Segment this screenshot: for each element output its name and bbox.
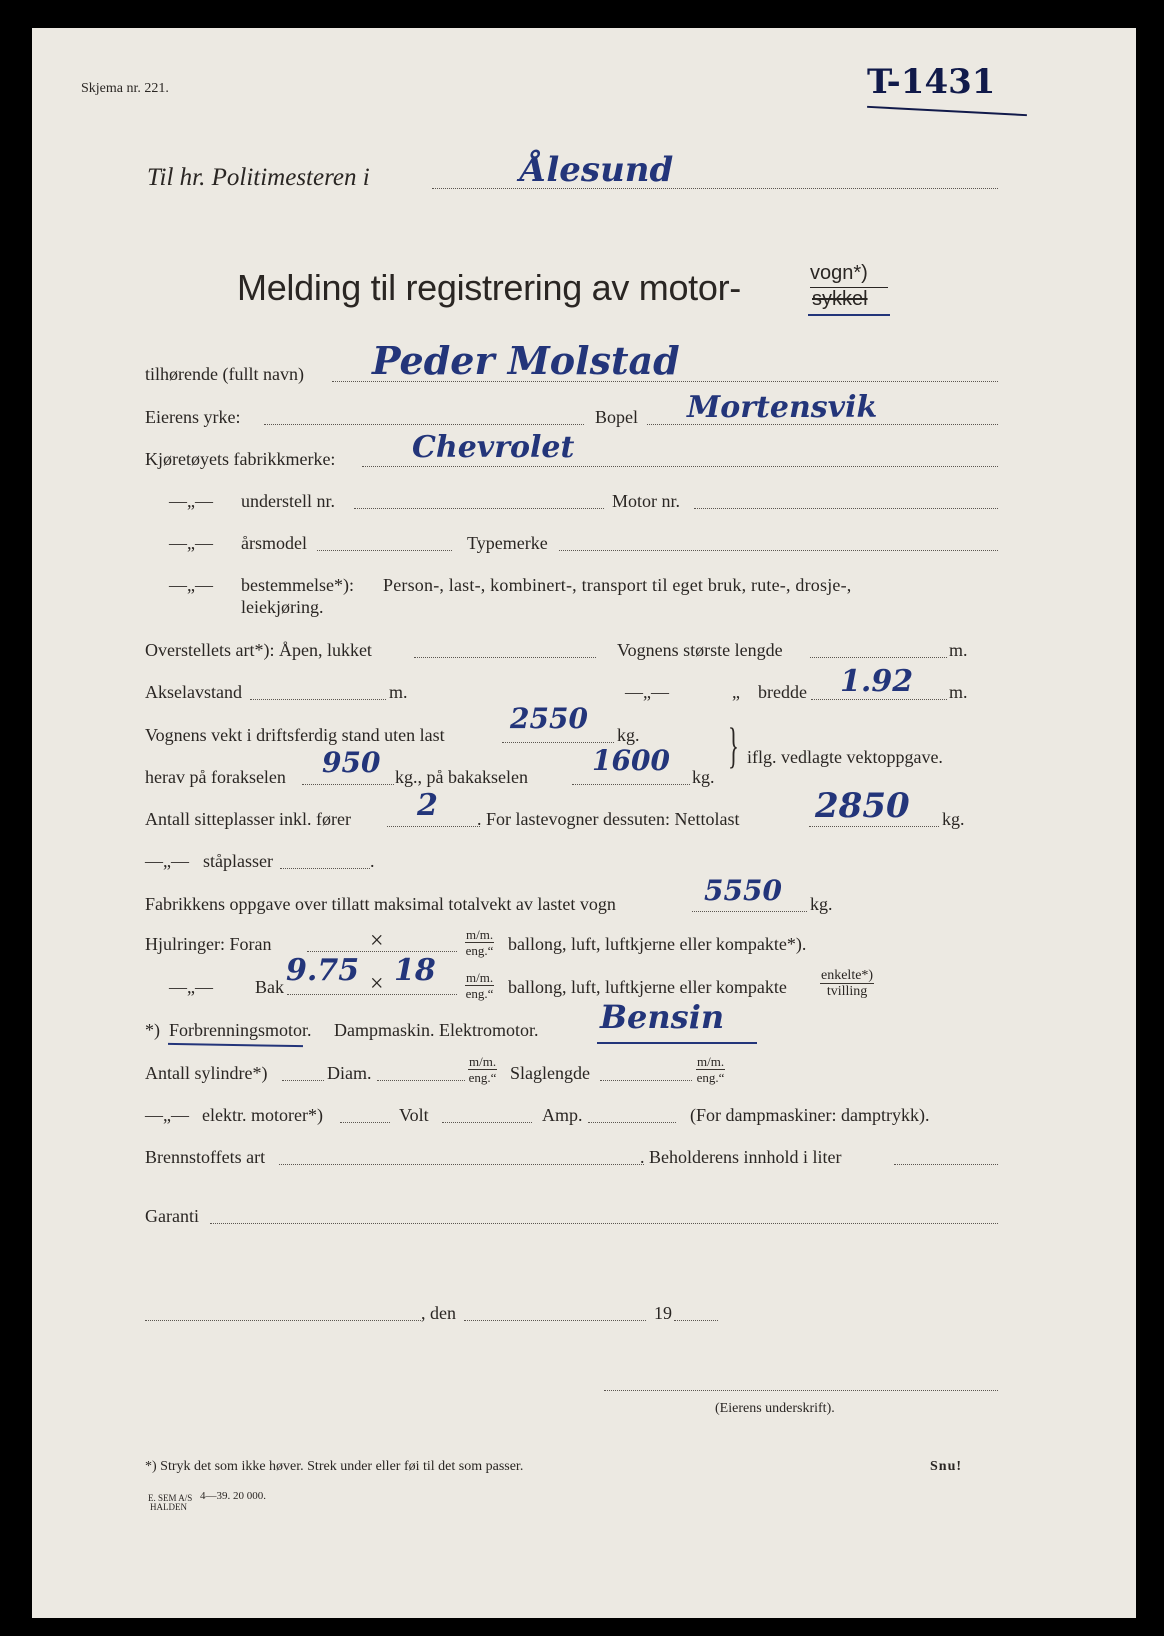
diam-label: Diam. [327,1063,372,1083]
rear-axle-line [572,784,690,785]
cargo-value: 2850 [815,786,910,826]
seats-value: 2 [417,788,438,823]
diam-line [377,1080,465,1081]
tires-mounting: enkelte*) tvilling [821,968,874,999]
make-line [362,466,998,467]
quote-mark: „ [732,682,740,702]
fuel-line [279,1164,644,1165]
length-label: Vognens største lengde [617,640,783,660]
form-page [32,28,1136,1618]
body-label: Overstellets art*): Åpen, lukket [145,640,372,660]
engine-no-label: Motor nr. [612,491,681,511]
cargo-unit: kg. [942,809,965,829]
width-unit: m. [949,682,968,702]
rear-axle-label: kg., på bakakselen [395,767,528,787]
printer-name: E. SEM A/S [148,1493,193,1503]
tires-rear-times: × [370,971,384,997]
ditto-1: —„— [169,491,213,511]
cylinders-label: Antall sylindre*) [145,1063,268,1083]
tires-rear-types: ballong, luft, luftkjerne eller kompakte [508,977,787,997]
front-axle-value: 950 [322,746,381,779]
ditto-6: —„— [169,977,213,997]
tank-line [894,1164,998,1165]
schema-number: Skjema nr. 221. [81,81,169,96]
volt-line [442,1122,532,1123]
max-weight-line [692,911,807,912]
weight-bracket: } [728,717,739,773]
engine-no-line [694,508,998,509]
purpose-options-cont: leiekjøring. [241,597,324,617]
signature-label: (Eierens underskrift). [715,1401,835,1416]
date-label: , den [421,1303,456,1323]
front-axle-line [302,784,394,785]
stroke-line [600,1080,692,1081]
engine-types-other: Dampmaskin. Elektromotor. [334,1020,539,1040]
title-sykkel: sykkel [812,288,868,310]
purpose-label: bestemmelse*): [241,575,354,595]
cylinders-line [282,1080,324,1081]
title-vogn: vogn*) [810,262,868,284]
recipient-value: Ålesund [520,150,674,190]
stroke-label: Slaglengde [510,1063,590,1083]
owner-label: tilhørende (fullt navn) [145,364,304,384]
year-line [674,1320,718,1321]
rear-value-a: 9.75 [286,953,360,988]
seats-label: Antall sitteplasser inkl. fører [145,809,351,829]
fuel-label: Brennstoffets art [145,1147,266,1167]
engine-type-underline [597,1042,757,1044]
rear-axle-value: 1600 [592,744,670,777]
max-weight-value: 5550 [704,874,782,907]
tires-rear-unit: m/m. eng.“ [465,970,494,1001]
axle-label: Akselavstand [145,682,242,702]
signature-line [604,1390,998,1391]
rear-axle-unit: kg. [692,767,715,787]
recipient-line [432,188,998,189]
axle-unit: m. [389,682,408,702]
volt-label: Volt [399,1105,429,1125]
engine-type-combustion: Forbrenningsmotor. [169,1020,312,1040]
rear-label: Bak [255,977,284,997]
printer-city: HALDEN [150,1502,187,1512]
ditto-5: —„— [145,851,189,871]
print-info: 4—39. 20 000. [200,1490,266,1502]
tires-front-types: ballong, luft, luftkjerne eller kompakte*). [508,934,807,954]
type-label: Typemerke [467,533,548,553]
cargo-line [809,826,939,827]
engine-types-marker: *) [145,1020,160,1040]
residence-value: Mortensvik [687,390,878,425]
ditto-2: —„— [169,533,213,553]
guarantee-line [210,1223,998,1224]
purpose-options: Person-, last-, kombinert-, transport til eget bruk, rute-, drosje-, [383,575,852,595]
owner-value: Peder Molstad [372,338,680,383]
residence-label: Bopel [595,407,638,427]
rear-value-b: 18 [394,953,436,988]
chassis-label: understell nr. [241,491,335,511]
seats-line [387,826,480,827]
weight-label: Vognens vekt i driftsferdig stand uten last [145,725,445,745]
width-value: 1.92 [840,664,914,699]
engine-type-value: Bensin [600,998,725,1036]
weight-unit: kg. [617,725,640,745]
combustion-underline [168,1043,303,1047]
weight-note: iflg. vedlagte vektoppgave. [747,747,943,767]
chassis-line [354,508,604,509]
date-line [464,1320,646,1321]
reference-number: T-1431 [867,62,996,102]
amp-label: Amp. [542,1105,583,1125]
length-unit: m. [949,640,968,660]
max-weight-label: Fabrikkens oppgave over tillatt maksimal totalvekt av lastet vogn [145,894,616,914]
reference-underline [867,106,1027,116]
footnote: *) Stryk det som ikke høver. Strek under eller føi til det som passer. [145,1459,524,1474]
diam-unit: m/m. eng.“ [468,1054,497,1085]
electric-line [340,1122,390,1123]
make-value: Chevrolet [412,430,575,465]
front-axle-label: herav på forakselen [145,767,286,787]
title-underline [808,314,890,316]
recipient-label: Til hr. Politimesteren i [147,164,370,191]
occupation-label: Eierens yrke: [145,407,241,427]
make-label: Kjøretøyets fabrikkmerke: [145,449,336,469]
tank-label: . Beholderens innhold i liter [640,1147,842,1167]
type-line [559,550,998,551]
electric-label: elektr. motorer*) [202,1105,323,1125]
tires-front-unit: m/m. eng.“ [465,927,494,958]
width-label: bredde [758,682,807,702]
ditto-7: —„— [145,1105,189,1125]
place-line [145,1320,421,1321]
standing-label: ståplasser [203,851,273,871]
tires-label: Hjulringer: Foran [145,934,272,954]
year-label: årsmodel [241,533,307,553]
ditto-4: —„— [625,682,669,702]
weight-value: 2550 [510,702,588,735]
turn-over: Snu! [930,1459,963,1474]
occupation-line [264,424,584,425]
weight-line [502,742,614,743]
length-line [810,657,947,658]
form-title: Melding til registrering av motor- [237,267,741,308]
standing-line [280,868,370,869]
ditto-3: —„— [169,575,213,595]
guarantee-label: Garanti [145,1206,199,1226]
axle-line [250,699,386,700]
steam-label: (For dampmaskiner: damptrykk). [690,1105,930,1125]
body-line [414,657,596,658]
stroke-unit: m/m. eng.“ [696,1054,725,1085]
amp-line [588,1122,676,1123]
tires-front-times: × [370,928,384,954]
max-weight-unit: kg. [810,894,833,914]
cargo-label: . For lastevogner dessuten: Nettolast [477,809,740,829]
year-line [317,550,452,551]
standing-period: . [370,851,375,871]
year-prefix: 19 [654,1303,672,1323]
width-line [811,699,947,700]
